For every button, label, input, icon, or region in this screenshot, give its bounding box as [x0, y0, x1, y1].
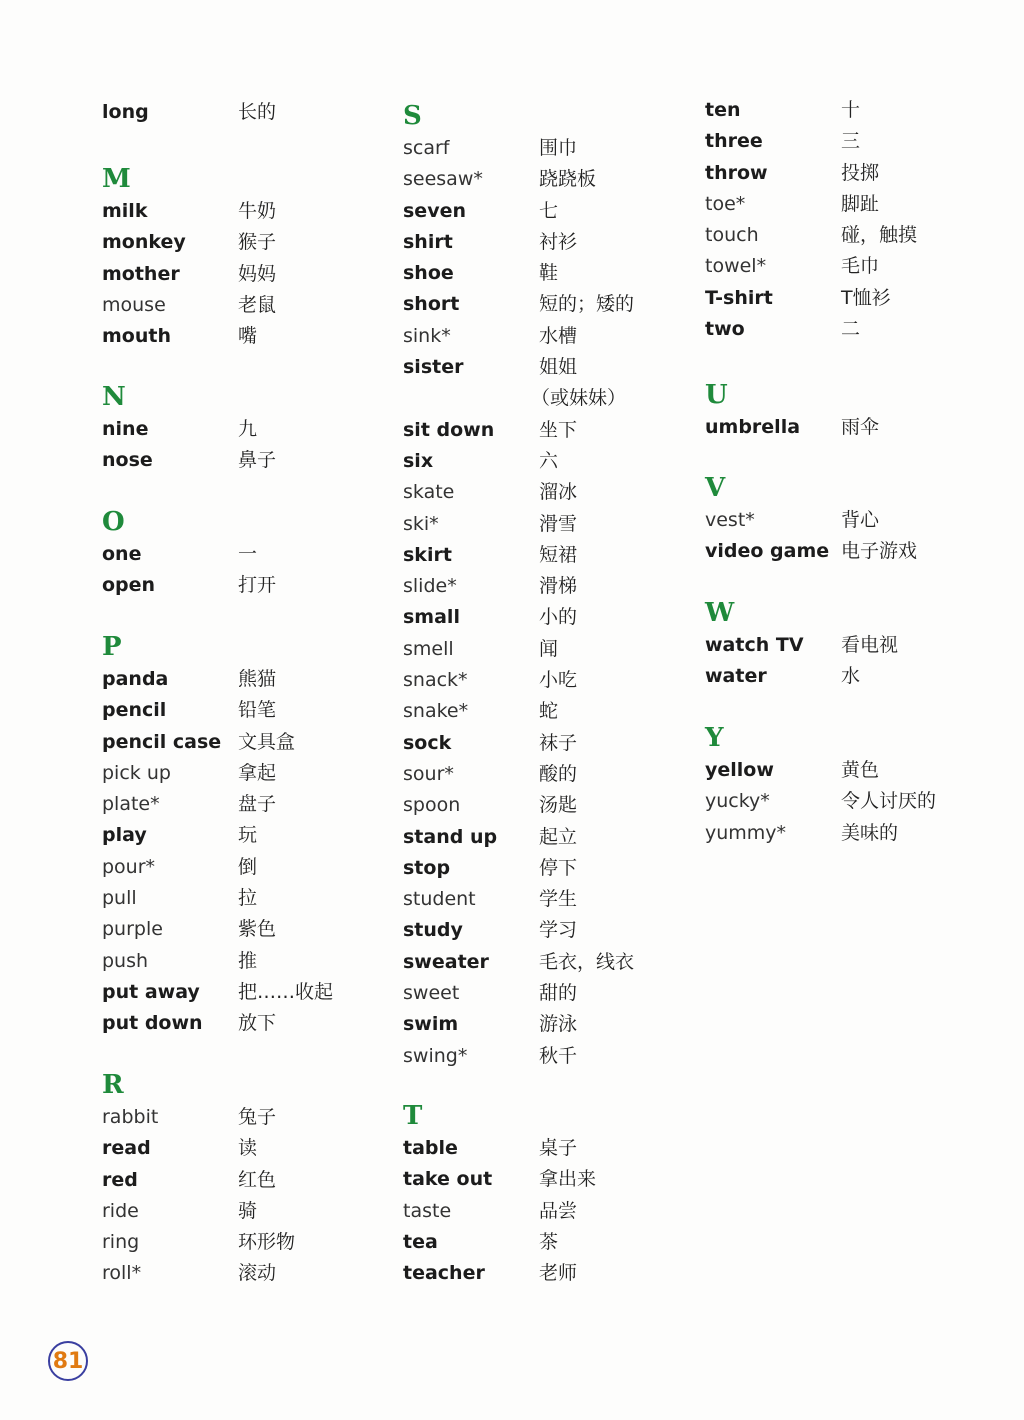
- chinese-meaning: 放下: [238, 1012, 277, 1035]
- word-row: [403, 133, 578, 164]
- section-letter: R: [102, 1070, 124, 1100]
- chinese-meaning: 围巾: [539, 137, 578, 159]
- word-row: [102, 758, 277, 789]
- chinese-meaning: 酸的: [539, 762, 578, 785]
- chinese-meaning: 猴子: [238, 231, 277, 254]
- word-row: [102, 445, 277, 476]
- chinese-meaning: 甜的: [539, 982, 578, 1005]
- english-word: play: [102, 824, 147, 847]
- english-word: yummy*: [705, 821, 787, 844]
- english-word: ski*: [403, 512, 439, 535]
- english-word: mouse: [102, 293, 166, 316]
- chinese-meaning: 衬衫: [539, 230, 578, 253]
- word-row: [403, 258, 559, 289]
- english-word: three: [705, 130, 763, 153]
- english-word: ring: [102, 1231, 140, 1254]
- word-row: [102, 1227, 296, 1258]
- english-word: short: [403, 293, 460, 316]
- english-word: study: [403, 919, 463, 942]
- chinese-meaning: 打开: [238, 574, 277, 597]
- english-word: pencil case: [102, 730, 222, 753]
- chinese-meaning: 拿起: [238, 761, 277, 784]
- english-word: yucky*: [705, 790, 770, 813]
- english-word: student: [403, 888, 476, 911]
- section-letter: S: [403, 101, 422, 131]
- chinese-meaning: 红色: [238, 1168, 277, 1191]
- english-word: plate*: [102, 793, 160, 816]
- letter-heading-o: [102, 505, 125, 539]
- letter-heading-t: [403, 1099, 422, 1133]
- word-row: [102, 196, 277, 227]
- section-letter: O: [102, 507, 125, 537]
- english-word: long: [102, 101, 149, 123]
- chinese-meaning: 滑梯: [539, 575, 578, 598]
- block-m: [102, 162, 277, 352]
- english-word: snack*: [403, 669, 468, 692]
- english-word: small: [403, 606, 460, 629]
- english-word: read: [102, 1137, 151, 1160]
- chinese-meaning: 跷跷板: [539, 168, 597, 191]
- english-word: T-shirt: [705, 286, 773, 309]
- word-row: [102, 1133, 258, 1164]
- block-v: [705, 471, 918, 568]
- chinese-meaning: 令人讨厌的: [841, 790, 937, 813]
- chinese-meaning: 坐下: [539, 418, 578, 441]
- english-word: mouth: [102, 325, 171, 348]
- chinese-meaning: 滑雪: [539, 512, 578, 535]
- chinese-meaning: 铅笔: [238, 699, 277, 722]
- chinese-meaning: 鞋: [539, 262, 559, 285]
- section-letter: P: [102, 632, 122, 662]
- block-u: [705, 378, 880, 443]
- english-word: pull: [102, 887, 137, 910]
- chinese-meaning: 牛奶: [238, 200, 277, 222]
- letter-heading-p: [102, 630, 122, 664]
- block-y: [705, 721, 937, 849]
- english-word: skirt: [403, 543, 452, 566]
- word-row: [403, 1133, 578, 1164]
- chinese-meaning: T恤衫: [841, 286, 891, 309]
- chinese-meaning: 水: [841, 665, 861, 688]
- english-word: scarf: [403, 137, 450, 159]
- english-word: towel*: [705, 255, 767, 278]
- chinese-meaning: 袜子: [539, 731, 578, 754]
- word-row: [403, 978, 578, 1009]
- english-word: pick up: [102, 761, 171, 784]
- english-word: umbrella: [705, 416, 801, 438]
- english-word: spoon: [403, 794, 461, 817]
- chinese-meaning: 桌子: [539, 1137, 578, 1159]
- english-word: put down: [102, 1012, 203, 1035]
- word-row: [403, 665, 578, 696]
- chinese-meaning: 看电视: [841, 634, 899, 656]
- letter-heading-v: [705, 471, 725, 505]
- english-word: ten: [705, 99, 741, 121]
- chinese-meaning: 倒: [238, 855, 258, 878]
- block-s: [403, 99, 635, 1072]
- chinese-meaning: 三: [841, 130, 861, 153]
- chinese-meaning: 学生: [539, 888, 578, 911]
- word-row: [403, 759, 578, 790]
- chinese-meaning: 拉: [238, 887, 258, 910]
- word-row: [403, 477, 578, 508]
- word-row: [705, 630, 899, 661]
- word-row: [403, 1041, 578, 1072]
- english-word: shoe: [403, 262, 454, 285]
- chinese-meaning: 黄色: [841, 759, 880, 781]
- chinese-meaning: 投掷: [841, 161, 880, 184]
- chinese-meaning: 老鼠: [238, 293, 277, 316]
- chinese-meaning: 二: [841, 318, 861, 341]
- chinese-meaning: 秋千: [539, 1044, 578, 1067]
- english-word: pour*: [102, 855, 156, 878]
- word-row: [403, 446, 559, 477]
- english-word: sock: [403, 731, 452, 754]
- chinese-meaning-continued: （或妹妹）: [531, 387, 627, 410]
- section-letter: V: [705, 473, 726, 503]
- chinese-meaning: 六: [539, 449, 559, 472]
- word-row: [403, 1164, 597, 1195]
- chinese-meaning: 把……收起: [238, 980, 334, 1003]
- chinese-meaning: 姐姐: [539, 356, 578, 379]
- word-row: [705, 818, 899, 849]
- page-number: 81: [48, 1341, 88, 1381]
- word-row: [403, 634, 559, 665]
- word-row-continuation: [403, 383, 627, 414]
- chinese-meaning: 读: [238, 1137, 258, 1160]
- word-row: [102, 1165, 277, 1196]
- word-row: [705, 661, 861, 692]
- word-row: [102, 883, 258, 914]
- word-row: [705, 412, 880, 443]
- chinese-meaning: 环形物: [238, 1231, 296, 1254]
- word-row: [102, 852, 258, 883]
- block-t: [403, 1099, 597, 1289]
- english-word: stand up: [403, 825, 498, 848]
- english-word: panda: [102, 668, 169, 690]
- english-word: take out: [403, 1168, 493, 1191]
- word-row: [403, 790, 578, 821]
- word-row: [403, 1009, 578, 1040]
- chinese-meaning: 一: [238, 543, 258, 565]
- word-row: [705, 505, 880, 536]
- word-row: [403, 571, 578, 602]
- english-word: toe*: [705, 192, 746, 215]
- english-word: one: [102, 543, 142, 565]
- word-row: [102, 1196, 258, 1227]
- chinese-meaning: 汤匙: [539, 794, 578, 817]
- english-word: swing*: [403, 1044, 468, 1067]
- section-letter: W: [705, 598, 735, 628]
- word-row: [102, 1102, 277, 1133]
- chinese-meaning: 鼻子: [238, 449, 277, 472]
- block-w: [705, 596, 899, 693]
- chinese-meaning: 嘴: [238, 325, 258, 348]
- english-word: mother: [102, 262, 180, 285]
- english-word: touch: [705, 224, 759, 247]
- word-row: [102, 321, 258, 352]
- letter-heading-m: [102, 162, 131, 196]
- block-o: [102, 505, 277, 602]
- chinese-meaning: 妈妈: [238, 262, 277, 285]
- chinese-meaning: 兔子: [238, 1106, 277, 1128]
- english-word: sit down: [403, 418, 495, 441]
- chinese-meaning: 推: [238, 949, 258, 972]
- english-word: ride: [102, 1199, 139, 1222]
- chinese-meaning: 蛇: [539, 700, 559, 723]
- word-row: [102, 695, 277, 726]
- english-word: put away: [102, 980, 200, 1003]
- english-word: rabbit: [102, 1106, 159, 1128]
- chinese-meaning: 背心: [841, 509, 880, 531]
- block-n: [102, 380, 277, 477]
- chinese-meaning: 盘子: [238, 793, 277, 816]
- chinese-meaning: 美味的: [841, 821, 899, 844]
- chinese-meaning: 停下: [539, 856, 578, 879]
- english-word: sweet: [403, 982, 460, 1005]
- english-word: smell: [403, 637, 454, 660]
- section-letter: M: [102, 164, 131, 194]
- chinese-meaning: 玩: [238, 824, 258, 847]
- word-row: [403, 352, 578, 383]
- word-row: [403, 164, 597, 195]
- word-row: [102, 414, 258, 445]
- chinese-meaning: 滚动: [238, 1262, 277, 1285]
- english-word: table: [403, 1137, 458, 1159]
- letter-heading-y: [705, 721, 724, 755]
- english-word: stop: [403, 856, 451, 879]
- word-row: [403, 853, 578, 884]
- chinese-meaning: 脚趾: [841, 192, 880, 215]
- english-word: seesaw*: [403, 168, 483, 191]
- chinese-meaning: 长的: [238, 101, 277, 123]
- word-row: [403, 509, 578, 540]
- chinese-meaning: 紫色: [238, 918, 277, 941]
- english-word: sweater: [403, 950, 489, 973]
- english-word: snake*: [403, 700, 469, 723]
- chinese-meaning: 毛巾: [841, 255, 880, 278]
- english-word: yellow: [705, 759, 774, 781]
- chinese-meaning: 短裙: [539, 543, 578, 566]
- english-word: sink*: [403, 324, 451, 347]
- english-word: taste: [403, 1199, 452, 1222]
- english-word: six: [403, 449, 434, 472]
- english-word: monkey: [102, 231, 186, 254]
- english-word: vest*: [705, 509, 755, 531]
- block-p: [102, 630, 334, 1040]
- chinese-meaning: 雨伞: [841, 416, 880, 438]
- english-word: swim: [403, 1013, 459, 1036]
- english-word: throw: [705, 161, 768, 184]
- english-word: milk: [102, 200, 148, 222]
- english-word: purple: [102, 918, 163, 941]
- letter-heading-u: [705, 378, 728, 412]
- word-row: [403, 947, 635, 978]
- word-row: [403, 227, 578, 258]
- chinese-meaning: 起立: [539, 825, 578, 848]
- word-row: [705, 786, 937, 817]
- english-word: open: [102, 574, 156, 597]
- word-row: [102, 227, 277, 258]
- word-row: [102, 727, 296, 758]
- word-row: [403, 1227, 559, 1258]
- english-word: watch TV: [705, 634, 804, 656]
- chinese-meaning: 闻: [539, 637, 559, 660]
- section-letter: U: [705, 380, 728, 410]
- letter-heading-w: [705, 596, 734, 630]
- section-letter: T: [403, 1101, 423, 1131]
- word-row: [403, 822, 578, 853]
- word-row: [403, 196, 559, 227]
- word-row: [403, 540, 578, 571]
- chinese-meaning: 水槽: [539, 324, 578, 347]
- english-word: nose: [102, 449, 153, 472]
- chinese-meaning: 学习: [539, 919, 578, 942]
- section-letter: N: [102, 382, 126, 412]
- english-word: seven: [403, 199, 466, 222]
- word-row: [403, 884, 578, 915]
- word-row: [102, 946, 258, 977]
- word-row: [705, 755, 880, 786]
- chinese-meaning: 七: [539, 199, 559, 222]
- word-row: [403, 289, 635, 320]
- chinese-meaning: 电子游戏: [841, 540, 918, 563]
- english-word: two: [705, 318, 745, 341]
- word-row: [403, 1258, 578, 1289]
- word-row: [705, 536, 918, 567]
- english-word: slide*: [403, 575, 457, 598]
- chinese-meaning: 碰，触摸: [841, 224, 918, 247]
- english-word: sour*: [403, 762, 454, 785]
- word-row: [403, 321, 578, 352]
- chinese-meaning: 小吃: [539, 669, 578, 692]
- english-word: tea: [403, 1230, 438, 1253]
- chinese-meaning: 骑: [238, 1199, 258, 1222]
- chinese-meaning: 小的: [539, 606, 578, 629]
- word-row: [102, 290, 277, 321]
- english-word: skate: [403, 481, 455, 504]
- word-row: [403, 728, 578, 759]
- letter-heading-s: [403, 99, 422, 133]
- word-row: [102, 259, 277, 290]
- word-row: [102, 664, 277, 695]
- word-row: [403, 415, 578, 446]
- word-row: [102, 914, 277, 945]
- word-row: [102, 1258, 277, 1289]
- chinese-meaning: 熊猫: [238, 668, 277, 690]
- chinese-meaning: 拿出来: [539, 1168, 597, 1191]
- english-word: nine: [102, 418, 149, 440]
- chinese-meaning: 毛衣，线衣: [539, 950, 635, 973]
- word-row: [102, 977, 334, 1008]
- english-word: red: [102, 1168, 138, 1191]
- chinese-meaning: 九: [238, 418, 258, 440]
- word-row: [403, 1196, 578, 1227]
- chinese-meaning: 品尝: [539, 1199, 578, 1222]
- chinese-meaning: 老师: [539, 1262, 578, 1285]
- word-row: [403, 915, 578, 946]
- english-word: roll*: [102, 1262, 142, 1285]
- chinese-meaning: 游泳: [539, 1013, 578, 1036]
- letter-heading-n: [102, 380, 126, 414]
- english-word: teacher: [403, 1262, 485, 1285]
- english-word: shirt: [403, 230, 453, 253]
- english-word: video game: [705, 540, 830, 563]
- english-word: water: [705, 665, 767, 688]
- chinese-meaning: 茶: [539, 1230, 559, 1253]
- word-row: [403, 696, 559, 727]
- chinese-meaning: 短的；矮的: [539, 293, 635, 316]
- english-word: pencil: [102, 699, 167, 722]
- word-row: [102, 820, 258, 851]
- letter-heading-r: [102, 1068, 124, 1102]
- word-row: [102, 789, 277, 820]
- chinese-meaning: 十: [841, 99, 861, 121]
- chinese-meaning: 文具盒: [238, 730, 296, 753]
- chinese-meaning: 溜冰: [539, 481, 578, 504]
- word-row: [102, 570, 277, 601]
- word-row: [403, 602, 578, 633]
- block-r: [102, 1068, 296, 1290]
- english-word: sister: [403, 356, 464, 379]
- word-row: [102, 1008, 277, 1039]
- english-word: push: [102, 949, 149, 972]
- word-row: [102, 539, 258, 570]
- section-letter: Y: [705, 723, 724, 753]
